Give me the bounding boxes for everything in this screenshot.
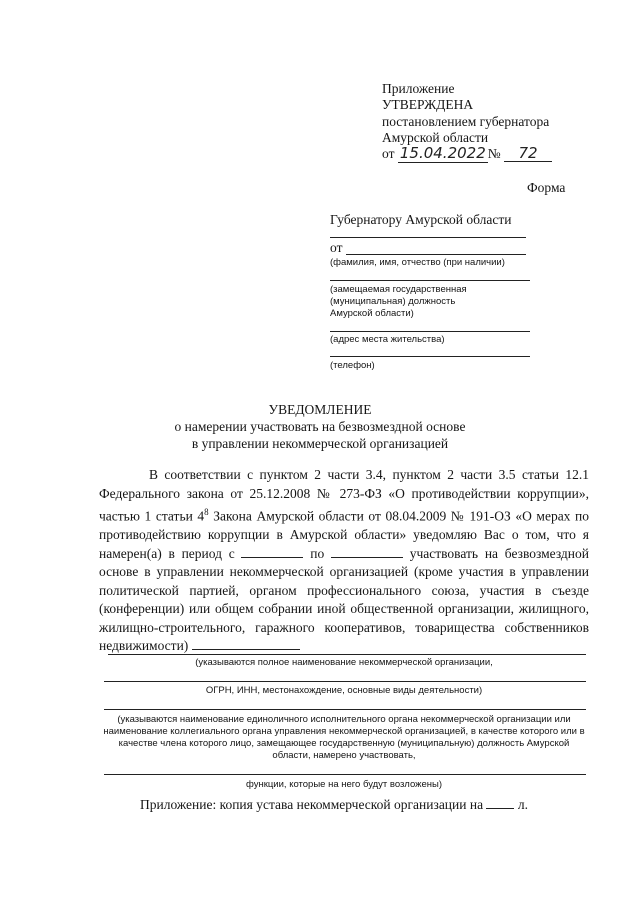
org-blank[interactable] (192, 637, 300, 650)
approval-region: Амурской области (382, 130, 489, 145)
attachment-suffix: л. (517, 797, 528, 812)
notice-title: УВЕДОМЛЕНИЕ (268, 402, 372, 417)
period-from-blank[interactable] (241, 545, 303, 558)
organ-hint-2: наименование коллегиального органа управления некоммерческой организацией, в качестве которого или в (103, 726, 585, 737)
body-part-2: Закона Амурской области от 08.04.2009 № 191-ОЗ «О мерах по противодействию коррупции в Амурской области» уведомляю Вас о том, что я намерен(а) в период с (99, 508, 589, 561)
addressee-to: Губернатору Амурской области (330, 212, 512, 227)
org-details-hint: ОГРН, ИНН, местонахождение, основные виды деятельности) (205, 685, 483, 696)
date-value: 15.04.2022 (399, 144, 486, 162)
position-hint-3: Амурской области) (330, 308, 414, 319)
body-superscript: 8 (204, 507, 209, 517)
approval-approved: УТВЕРЖДЕНА (382, 97, 474, 112)
addressee-from-label: от (330, 240, 343, 255)
organ-hint-1: (указываются наименование единоличного исполнительного органа некоммерческой организации или (117, 714, 571, 725)
attachment-line (140, 796, 528, 812)
addressee-line-1 (330, 237, 526, 238)
notice-subtitle-2: в управлении некоммерческой организацией (191, 436, 449, 451)
addressee-line-3 (330, 280, 530, 281)
number-value: 72 (504, 146, 552, 162)
organ-hint-3: качестве члена которого лицо, замещающее государственную (муниципальную) должность Амурской (118, 738, 570, 749)
organ-line (104, 709, 586, 710)
attachment-text: Приложение: копия устава некоммерческой организации на (140, 797, 484, 812)
number-prefix: № (487, 146, 501, 161)
body-part-4: участвовать на безвозмездной основе в управлении некоммерческой организацией (кроме участия в управлении политической партией, органом профессионального союза, участия в съезде (конференции) или общем собрании иной общественной организации, жилищного, жилищно-строительного, гаражного кооперативов, товарищества собственников недвижимости) (99, 545, 589, 653)
addressee-line-2 (346, 254, 526, 255)
date-prefix: от (382, 146, 395, 161)
addressee-line-4 (330, 331, 530, 332)
functions-hint: функции, которые на него будут возложены) (246, 779, 442, 790)
fio-hint: (фамилия, имя, отчество (при наличии) (330, 257, 505, 268)
organ-hint-4: области, намерено участвовать, (272, 750, 416, 761)
approval-date-line (382, 146, 552, 162)
body-part-3: по (310, 545, 325, 561)
approval-appendix: Приложение (382, 81, 455, 96)
notice-subtitle-1: о намерении участвовать на безвозмездной основе (174, 419, 466, 434)
pages-blank[interactable] (486, 796, 514, 809)
org-name-hint: (указываются полное наименование некоммерческой организации, (195, 657, 493, 668)
address-hint: (адрес места жительства) (330, 334, 445, 345)
org-name-line (108, 654, 586, 655)
org-details-line (104, 681, 586, 682)
phone-hint: (телефон) (330, 360, 375, 371)
period-to-blank[interactable] (331, 545, 403, 558)
addressee-line-5 (330, 356, 530, 357)
body-part-1: В соответствии с пунктом 2 части 3.4, пунктом 2 части 3.5 статьи 12.1 Федерального закона от 25.12.2008 № 273-ФЗ «О противодействии коррупции», частью 1 статьи 4 (99, 467, 589, 524)
position-hint-1: (замещаемая государственная (330, 284, 467, 295)
approval-decree: постановлением губернатора (382, 114, 550, 129)
functions-line (104, 774, 586, 775)
position-hint-2: (муниципальная) должность (330, 296, 456, 307)
form-label: Форма (527, 180, 566, 195)
notice-body (99, 466, 589, 656)
